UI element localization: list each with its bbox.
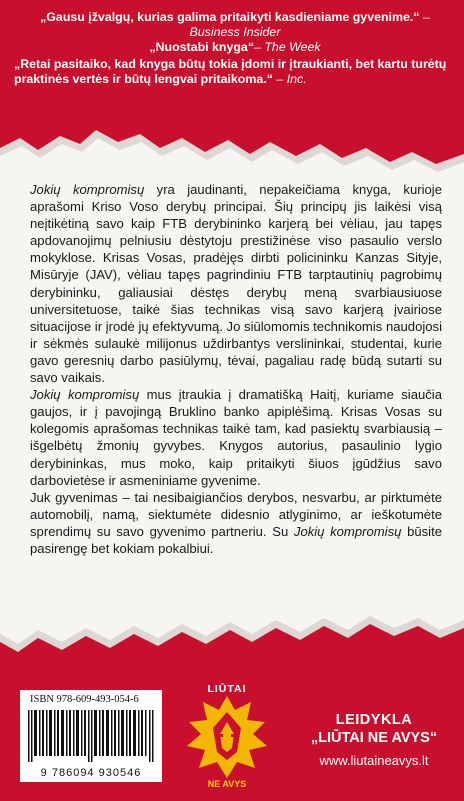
lion-emblem-icon [172,683,282,793]
book-description [30,181,442,557]
publisher-name: „LIŪTAI NE AVYS“ [310,730,438,746]
publisher-info [292,712,456,768]
paragraph-text: Juk gyvenimas – tai nesibaigiančios derybos, nesvarbu, ar pirktumėte automobilį, namą, siektumėte didesnio atlyginimo, ar ieškotumėte sprendimų su savo gyvenimo partneriu. Su [30,489,442,539]
quote-text: „Retai pasitaiko, kad knyga būtų tokia įdomi ir įtraukianti, bet kartu turėtų praktinės vertės ir būtų lengvai pritaikoma.“ [14,57,447,86]
quote-source: – The Week [254,40,321,54]
isbn-number: ISBN 978-609-493-054-6 [30,694,139,705]
paragraph-text: būsite pasirengę bet kokiam pokalbiui. [30,523,443,556]
quote-text: „Gausu įžvalgų, kurias galima pritaikyti kasdieniame gyvenime.“ [40,10,420,24]
review-quote-the-week [14,40,456,55]
barcode-digits: 9 786094 930546 [40,767,142,779]
publisher-label: LEIDYKLA [335,712,413,728]
description-paragraph [30,181,442,386]
quote-source: – Inc. [272,72,307,86]
review-quotes [14,10,456,87]
description-paragraph [30,386,442,489]
publisher-website: www.liutaineavys.lt [319,753,429,768]
description-paragraph [30,489,442,557]
paragraph-text: mus įtraukia į dramatišką Haitį, kuriame siaučia gaujos, ir į pavojingą Bruklino banko apiplėšimą. Krisas Vosas su kolegomis aprašomas technikas taikė tam, kad pasiektų svarbiausią – išgelbėtų žmonių gyvybes. Knygos autorius, pasaulinio lygio derybininkas, mus moko, kaip pritaikyti šiuos įgūdžius savo darbovietėse ir asmeniniame gyvenime. [30,387,442,488]
logo-wordmark-bottom: NE AVYS [207,779,247,789]
quote-source: – Business Insider [189,10,430,39]
quote-text: „Nuostabi knyga“ [149,40,255,54]
logo-wordmark-top: LIŪTAI [207,683,247,695]
book-title: Jokių kompromisų [30,387,140,403]
book-title: Jokių kompromisų [293,523,402,539]
book-title: Jokių kompromisų [30,182,145,197]
paragraph-text: yra jaudinanti, nepakeičiama knyga, kurioje aprašomi Kriso Voso derybų principai. Šių principų jis laikėsi visą neįtikėtiną savo kaip FTB derybininko karjerą bei vėliau, jau tapęs apdovanojimų pelniusiu dėstytoju prestižinėse viso pasaulio verslo mokyklose. Krisas Vosas, pradėjęs dirbti policininku Kanzas Sityje, Misūryje (JAV), vėliau tapęs pagrindiniu FTB tarptautinių pagrobimų derybininku, galiausiai dėstęs derybų meną svarbiausiuose universitetuose, taikė šias technikas visą savo karjerą įvairiose situacijose ir įrodė jų efektyvumą. Jo siūlomomis technikomis naudojosi ir sėkmės sulaukė milijonus uždirbantys verslininkai, studentai, kurie gavo geresnių darbo pasiūlymų, tėvai, pagaliau radę būdą sutarti su savo vaikais. [30,182,442,386]
barcode-bars [28,710,154,762]
publisher-logo [172,683,282,793]
review-quote-business-insider [14,10,456,40]
review-quote-inc [14,57,456,87]
isbn-barcode [20,690,162,782]
